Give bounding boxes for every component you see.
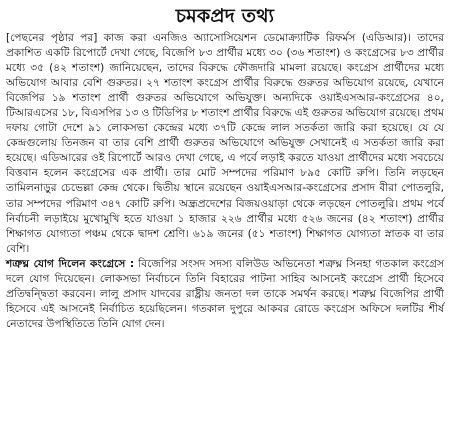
section-subhead: শত্রুঘ্ন যোগ দিলেন কংগ্রেসে : [6,257,135,270]
article-paragraph-1 [6,31,444,257]
article-paragraph-2 [6,257,444,332]
paragraph-1-text: কাজ করা এনজিও অ্যাসোসিয়েশন ডেমোক্র্যাটিক রিফর্মস (এডিআর)। তাদের প্রকাশিত একটি রিপোর্টে দেখা গেছে, বিজেপি ৮৩ প্রার্থীর মধ্যে ৩০ (৩৬ শতাংশ) ও কংগ্রেসের ৮৩ প্রার্থীর মধ্যে ৩৫ (৪২ শতাংশ) জানিয়েছেন, তাদের বিরুদ্ধে ফৌজদারি মামলা রয়েছে। কংগ্রেস প্রার্থীদের মধ্যে অভিযোগ আবার বেশি গুরুতর। ২৭ শতাংশ কংগ্রেস প্রার্থীর বিরুদ্ধে গুরুতর অভিযোগ রয়েছে, যেখানে বিজেপির ১৯ শতাংশ প্রার্থী গুরুতর অভিযোগে অভিযুক্ত। অন্যদিকে ওয়াইএসআর-কংগ্রেসের ৪০, টিআরএসের ১৮, বিএসপির ১৩ ও টিডিপির ৮ শতাংশ প্রার্থীর বিরুদ্ধে এই গুরুতর অভিযোগ রয়েছে। প্রথম দফায় গোটা দেশে ৯১ লোকসভা কেন্দ্রের মধ্যে ৩৭টি কেন্দ্রে লাল সতর্কতা জারি করা হয়েছে। যে যে কেন্দ্রগুলোয় তিনজন বা তার বেশি প্রার্থী গুরুতর অভিযোগে অভিযুক্ত সেখানেই এ সতর্কতা জারি করা হয়েছে। এডিআরের ওই রিপোর্টে আরও দেখা গেছে, এ পর্বে লড়াই করতে যাওয়া প্রার্থীদের মধ্যে সবচেয়ে বিত্তবান হলেন কংগ্রেসের এক প্রার্থী। তার মোট সম্পদের পরিমাণ ৮৯৫ কোটি রুপি। তিনি লড়ছেন তামিলনাড়ুর চেভেল্লা কেন্দ্র থেকে। দ্বিতীয় স্থানে রয়েছেন ওয়াইএসআর-কংগ্রেসের প্রসাদ বীরা পোতলুরি, তার সম্পদের পরিমাণ ৩৪৭ কোটি রুপি। অন্ধ্রপ্রদেশের বিজয়ওয়াড়া থেকে লড়ছেন পোতলুরি। প্রথম পর্বে নির্বাচনী লড়াইয়ে মুখোমুখি হতে যাওয়া ১ হাজার ২২৬ প্রার্থীর মধ্যে ৫২৬ জনের (৪২ শতাংশ) প্রার্থীর শিক্ষাগত যোগ্যতা পঞ্চম থেকে দ্বাদশ শ্রেণি। ৬১৯ জনের (৫১ শতাংশ) শিক্ষাগত যোগ্যতা স্নাতক বা তার বেশি। [6,32,445,255]
continuation-label: [পেছনের পৃষ্ঠার পর] [6,32,98,44]
article-headline: চমকপ্রদ তথ্য [175,5,275,27]
paragraph-2-text: বিজেপির সংসদ সদস্য বলিউড অভিনেতা শত্রুঘ্ন সিনহা গতকাল কংগ্রেস দলে যোগ দিয়েছেন। লোকসভা নির্বাচনে তিনি বিহারের পাটনা সাহিব আসনেই কংগ্রেস প্রার্থী হিসেবে প্রতিদ্বন্দ্বিতা করবেন। লালু প্রসাদ যাদবের রাষ্ট্রীয় জনতা দল তাকে সমর্থন করছে। শত্রুঘ্ন বিজেপির প্রার্থী হিসেবে এই আসনেই নির্বাচিত হয়েছিলেন। গতকাল দুপুরে আকবর রোডে কংগ্রেস অফিসে দলটির শীর্ষ নেতাদের উপস্থিতিতে তিনি যোগ দেন। [6,257,444,330]
